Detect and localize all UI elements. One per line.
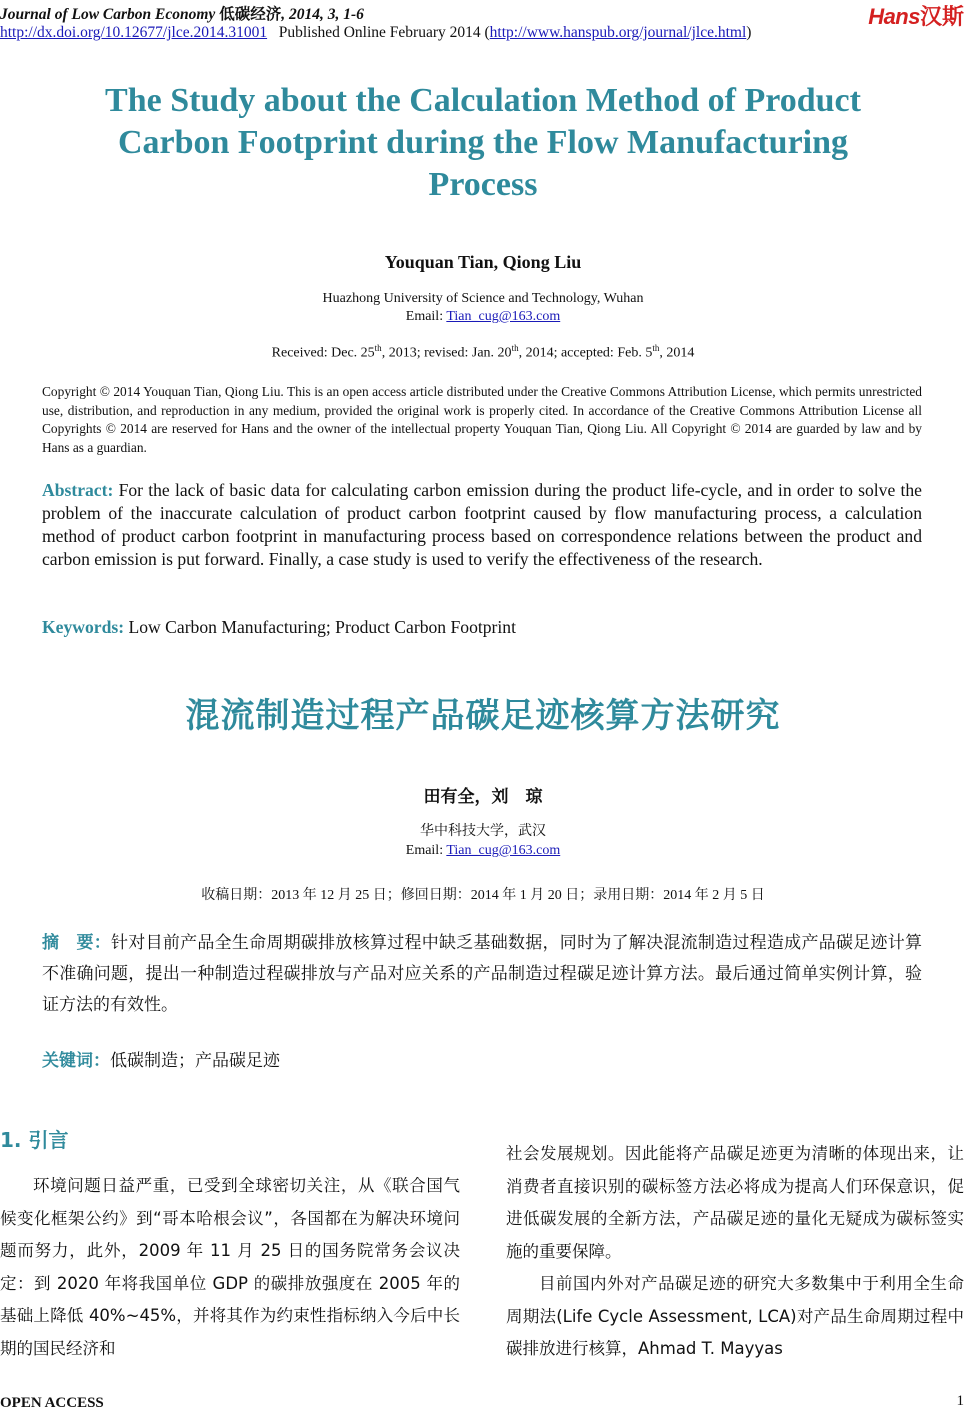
paper-title-cn: 混流制造过程产品碳足迹核算方法研究 xyxy=(185,696,781,736)
email-link-cn[interactable]: Tian_cug@163.com xyxy=(446,843,561,858)
paper-authors: Youquan Tian, Qiong Liu xyxy=(384,252,582,272)
abstract-label: Abstract: xyxy=(42,480,114,500)
keywords-cn xyxy=(42,1046,922,1071)
volume-info: , 2014, 3, 1-6 xyxy=(281,6,364,23)
published-suffix: ) xyxy=(746,24,752,41)
email-label-cn: Email: xyxy=(405,843,447,858)
affiliation-cn: 华中科技大学，武汉 xyxy=(420,824,546,839)
received-dates-cn: 收稿日期：2013 年 12 月 25 日；修回日期：2014 年 1 月 20 日；录用日期：2014 年 2 月 5 日 xyxy=(201,888,765,903)
hans-logo xyxy=(868,0,964,31)
abstract xyxy=(42,479,922,571)
received-date: Received: Dec. 25 xyxy=(271,345,375,361)
journal-name: Journal of Low Carbon Economy xyxy=(0,6,216,23)
body-paragraph: 环境问题日益严重，已受到全球密切关注，从《联合国气候变化框架公约》到“哥本哈根会议”，各国都在为解决环境问题而努力，此外，2009 年 11 月 25 日的国务院常务会议决定：到 2020 年将我国单位 GDP 的碳排放强度在 2005 年的基础上降低 40%~45%，并将其作为约束性指标纳入今后中长期的国民经济和 xyxy=(0,1176,460,1358)
email-line xyxy=(0,308,966,326)
open-access-label: OPEN ACCESS xyxy=(0,1395,104,1411)
keywords-label-cn: 关键词： xyxy=(42,1051,110,1071)
affiliation-block xyxy=(0,290,966,326)
keywords-text-cn: 低碳制造；产品碳足迹 xyxy=(110,1051,280,1071)
journal-header xyxy=(0,2,364,24)
accepted-sup: th xyxy=(652,343,660,353)
published-prefix: Published Online February 2014 ( xyxy=(278,24,490,41)
keywords xyxy=(42,617,922,638)
body-column-right xyxy=(506,1138,964,1366)
abstract-cn xyxy=(42,928,922,1021)
header-links xyxy=(0,24,751,42)
paper-title: The Study about the Calculation Method of Product Carbon Footprint during the Flow Manufacturing Process xyxy=(105,82,861,203)
dates-suffix: , 2014 xyxy=(659,345,695,361)
email-line-cn xyxy=(0,841,966,860)
journal-name-cn: 低碳经济 xyxy=(219,6,282,23)
doi-link[interactable]: http://dx.doi.org/10.12677/jlce.2014.31001 xyxy=(0,24,268,41)
affiliation-block-cn xyxy=(0,822,966,860)
received-dates xyxy=(0,343,966,362)
received-sup: th xyxy=(374,343,382,353)
revised-sup: th xyxy=(511,343,519,353)
journal-link[interactable]: http://www.hanspub.org/journal/jlce.html xyxy=(489,24,747,41)
revised-date: , 2013; revised: Jan. 20 xyxy=(381,345,512,361)
affiliation: Huazhong University of Science and Technology, Wuhan xyxy=(322,291,644,306)
email-link[interactable]: Tian_cug@163.com xyxy=(446,309,561,324)
page-number: 1 xyxy=(956,1393,964,1409)
keywords-text: Low Carbon Manufacturing; Product Carbon Footprint xyxy=(128,617,516,637)
abstract-text-cn: 针对目前产品全生命周期碳排放核算过程中缺乏基础数据，同时为了解决混流制造过程造成产品碳足迹计算不准确问题，提出一种制造过程碳排放与产品对应关系的产品制造过程碳足迹计算方法。最后通过简单实例计算，验证方法的有效性。 xyxy=(42,933,923,1015)
body-column-left xyxy=(0,1170,460,1365)
section-heading-introduction: 1. 引言 xyxy=(0,1128,69,1152)
body-paragraph: 目前国内外对产品碳足迹的研究大多数集中于利用全生命周期法(Life Cycle Assessment, LCA)对产品生命周期过程中碳排放进行核算，Ahmad T. Mayyas xyxy=(506,1274,964,1358)
accepted-date: , 2014; accepted: Feb. 5 xyxy=(518,345,653,361)
email-label: Email: xyxy=(405,309,447,324)
logo-latin: Hans xyxy=(868,4,920,29)
keywords-label: Keywords: xyxy=(42,617,125,637)
logo-cn: 汉斯 xyxy=(919,4,964,29)
copyright-notice: Copyright © 2014 Youquan Tian, Qiong Liu. This is an open access article distributed under the Creative Commons Attribution License, which permits unrestricted use, distribution, and reproduction in any medium, provided the original work is properly cited. In accordance of the Creative Commons Attribution License all Copyrights © 2014 are reserved for Hans and the owner of the intellectual property Youquan Tian, Qiong Liu. All Copyright © 2014 are guarded by law and by Hans as a guardian. xyxy=(42,384,922,455)
abstract-text: For the lack of basic data for calculating carbon emission during the product life-cycle, and in order to solve the problem of the inaccurate calculation of product carbon footprint caused by flow manufacturing process, a calculation method of product carbon footprint in manufacturing process based on correspondence relations between the product and carbon emission is put forward. Finally, a case study is used to verify the effectiveness of the research. xyxy=(42,480,922,569)
paper-authors-cn: 田有全，刘 琼 xyxy=(423,787,543,807)
abstract-label-cn: 摘 要： xyxy=(42,933,112,953)
body-paragraph: 社会发展规划。因此能将产品碳足迹更为清晰的体现出来，让消费者直接识别的碳标签方法必将成为提高人们环保意识，促进低碳发展的全新方法，产品碳足迹的量化无疑成为碳标签实施的重要保障。 xyxy=(506,1144,964,1261)
